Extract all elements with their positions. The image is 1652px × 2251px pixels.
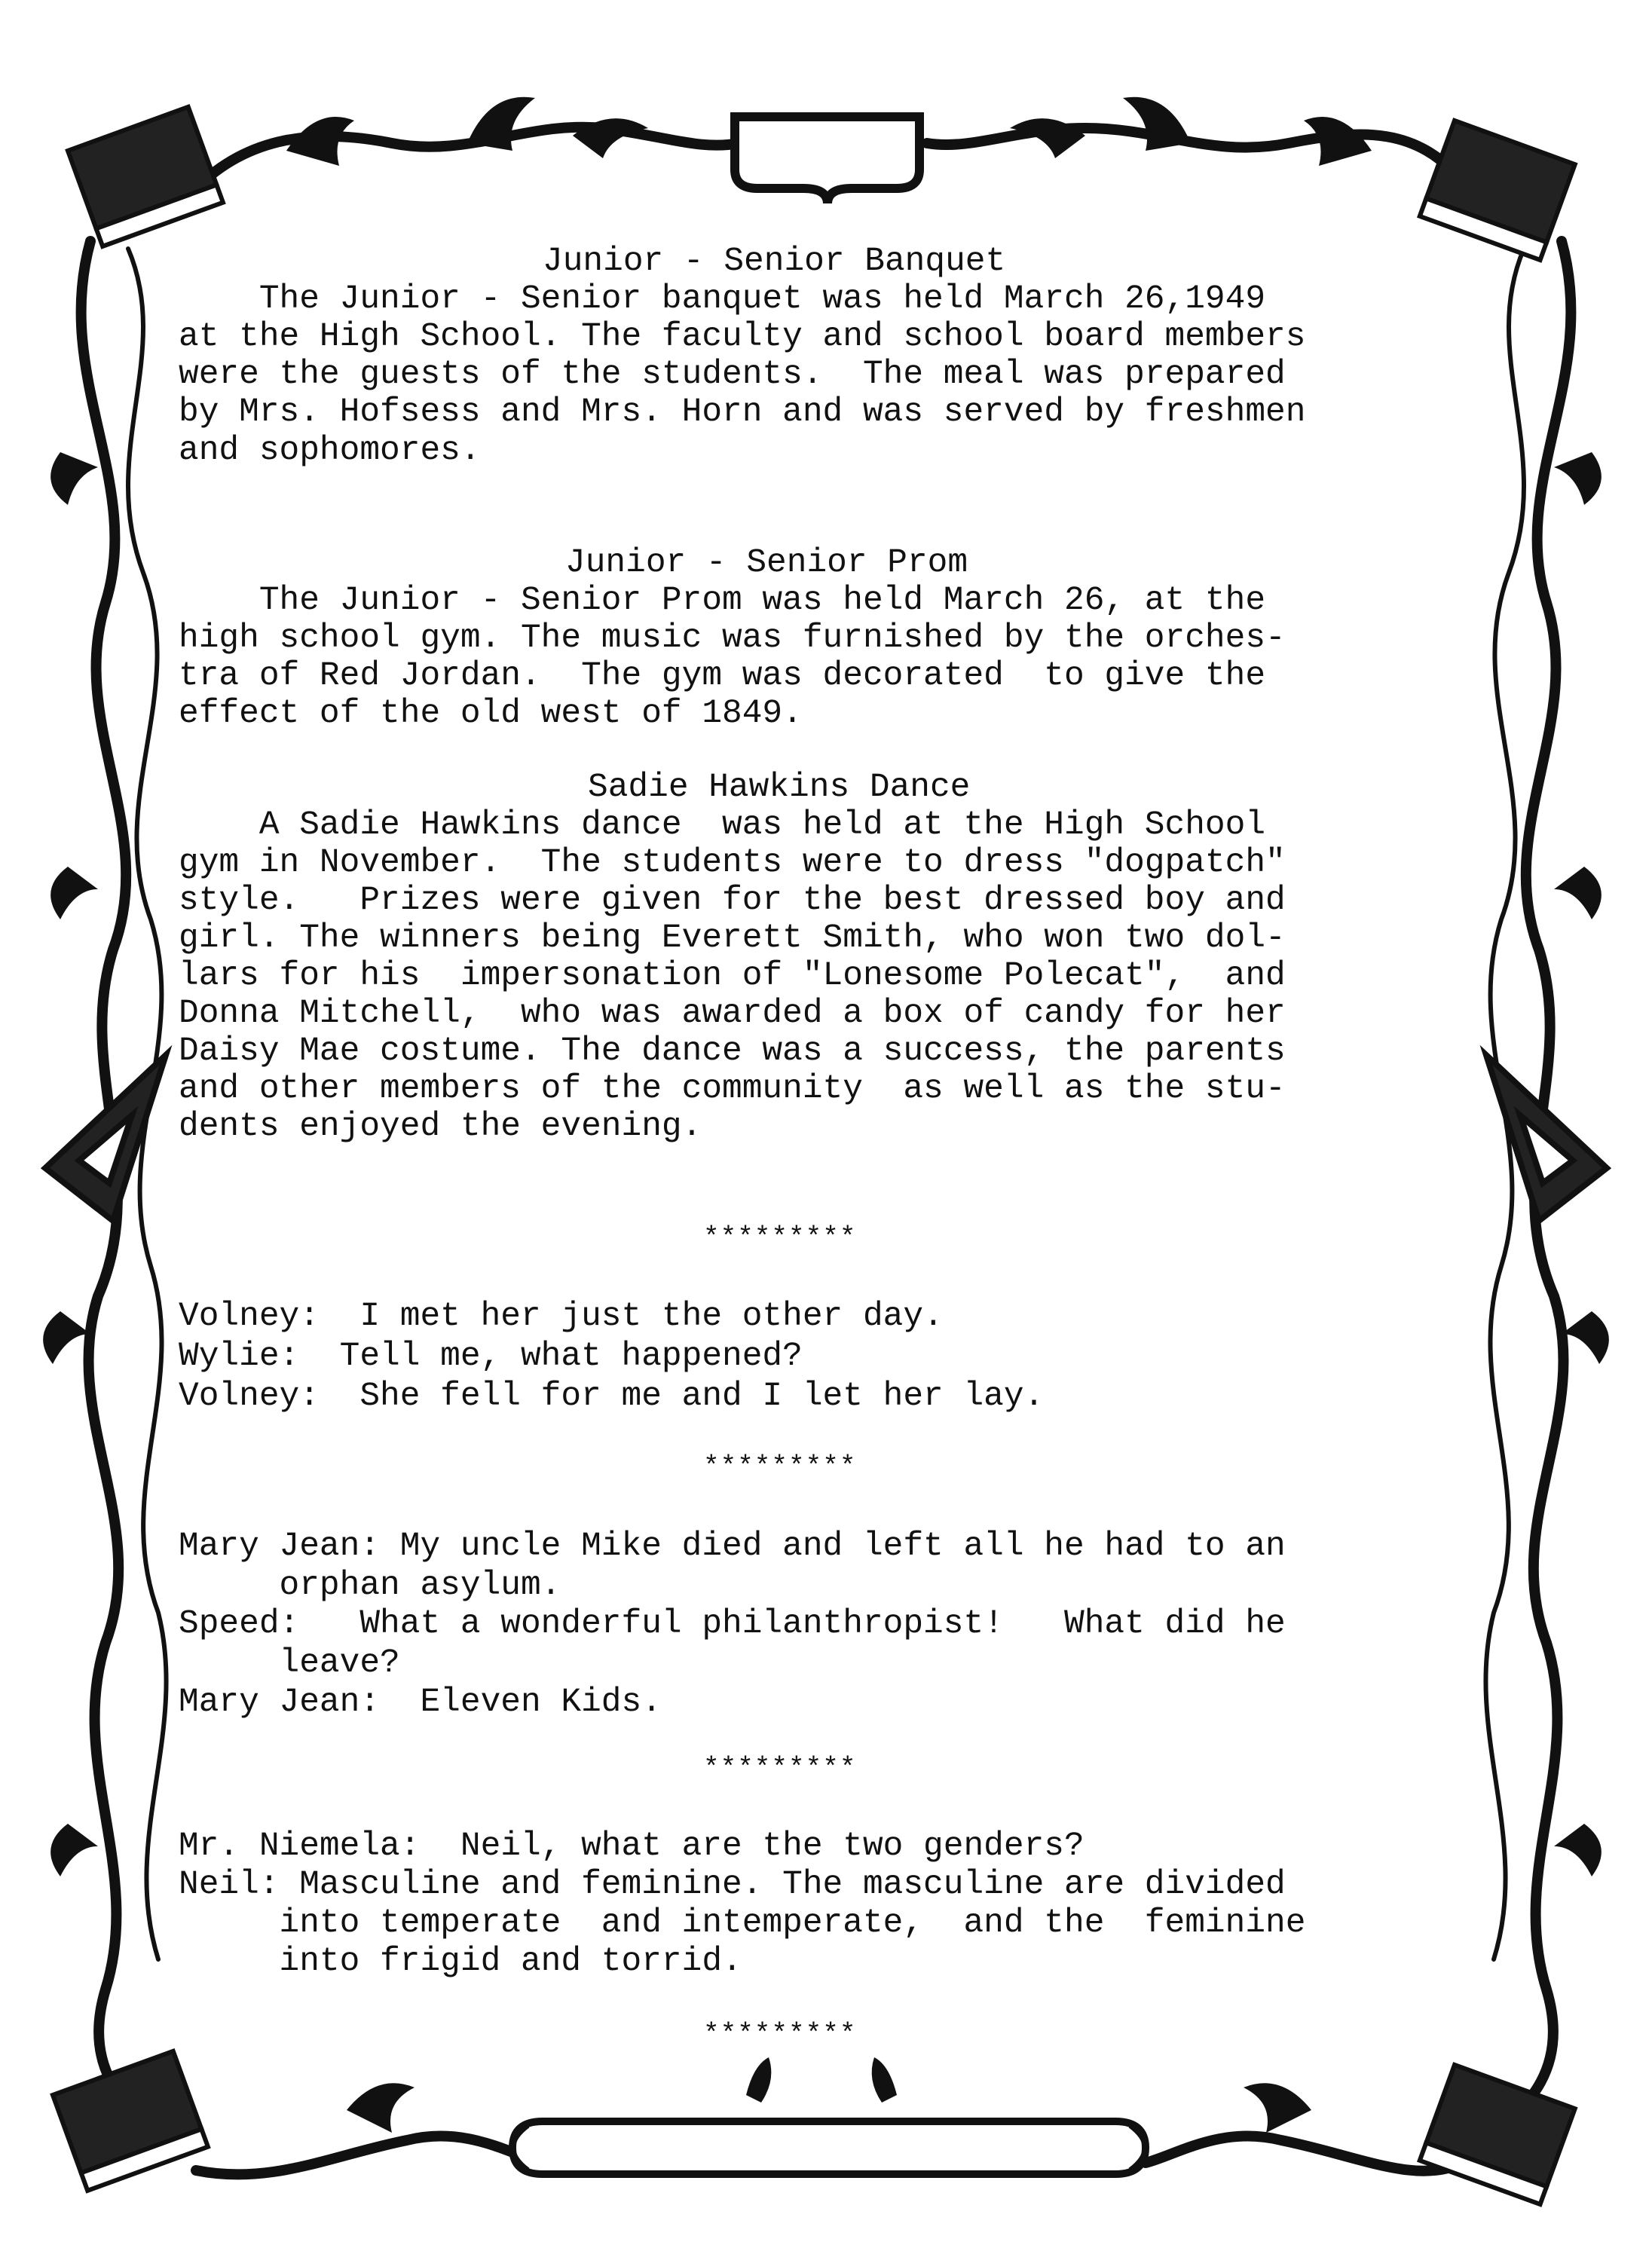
sadie-line-5: lars for his impersonation of "Lonesome Polecat", and [179, 957, 1286, 995]
sadie-line-7: Daisy Mae costume. The dance was a success, the parents [179, 1032, 1286, 1070]
joke3-line-2: Neil: Masculine and feminine. The masculine are divided [179, 1866, 1286, 1904]
sadie-line-2: gym in November. The students were to dress "dogpatch" [179, 844, 1286, 882]
separator-4: ********* [703, 2019, 857, 2050]
joke2-line-1: Mary Jean: My uncle Mike died and left all he had to an [179, 1528, 1286, 1565]
sadie-line-6: Donna Mitchell, who was awarded a box of candy for her [179, 995, 1286, 1032]
joke3-line-1: Mr. Niemela: Neil, what are the two genders? [179, 1827, 1085, 1865]
banquet-line-3: were the guests of the students. The meal was prepared [179, 356, 1286, 393]
prom-line-2: high school gym. The music was furnished by the orches- [179, 619, 1286, 657]
sadie-line-3: style. Prizes were given for the best dressed boy and [179, 882, 1286, 919]
sadie-line-1: A Sadie Hawkins dance was held at the High School [179, 806, 1266, 844]
prom-line-3: tra of Red Jordan. The gym was decorated to give the [179, 657, 1266, 695]
joke2-line-5: Mary Jean: Eleven Kids. [179, 1684, 662, 1721]
prom-heading: Junior - Senior Prom [565, 544, 968, 582]
sadie-line-9: dents enjoyed the evening. [179, 1108, 702, 1145]
joke3-line-3: into temperate and intemperate, and the feminine [179, 1904, 1306, 1942]
joke1-line-1: Volney: I met her just the other day. [179, 1298, 944, 1335]
sadie-line-8: and other members of the community as well as the stu- [179, 1070, 1286, 1108]
joke2-line-3: Speed: What a wonderful philanthropist! What did he [179, 1605, 1286, 1643]
separator-3: ********* [703, 1753, 857, 1784]
banquet-line-2: at the High School. The faculty and school board members [179, 318, 1306, 356]
sadie-line-4: girl. The winners being Everett Smith, who won two dol- [179, 919, 1286, 957]
prom-line-1: The Junior - Senior Prom was held March 26, at the [179, 582, 1266, 619]
joke2-line-4: leave? [179, 1644, 400, 1682]
banquet-line-1: The Junior - Senior banquet was held March 26,1949 [179, 280, 1266, 318]
joke3-line-4: into frigid and torrid. [179, 1943, 742, 1980]
separator-2: ********* [703, 1451, 857, 1482]
joke1-line-3: Volney: She fell for me and I let her lay. [179, 1378, 1045, 1415]
joke2-line-2: orphan asylum. [179, 1567, 561, 1604]
banquet-heading: Junior - Senior Banquet [543, 243, 1006, 280]
joke1-line-2: Wylie: Tell me, what happened? [179, 1338, 803, 1375]
banquet-line-5: and sophomores. [179, 432, 481, 469]
prom-line-4: effect of the old west of 1849. [179, 695, 803, 732]
sadie-heading: Sadie Hawkins Dance [588, 769, 971, 806]
separator-1: ********* [703, 1222, 857, 1253]
banquet-line-4: by Mrs. Hofsess and Mrs. Horn and was served by freshmen [179, 393, 1306, 431]
